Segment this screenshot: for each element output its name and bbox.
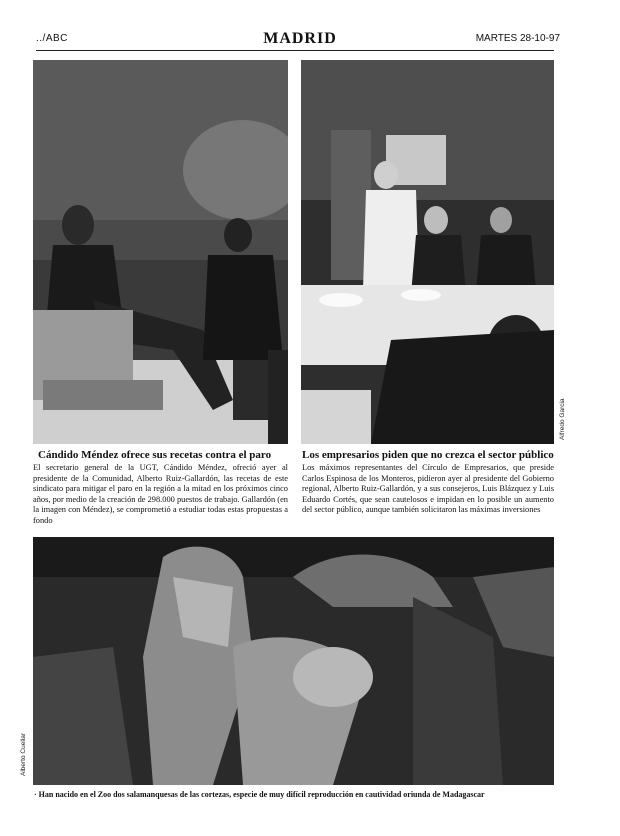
page-number-label: ../ABC — [36, 33, 68, 44]
issue-date: MARTES 28-10-97 — [475, 33, 560, 44]
photo-credit-top: Alfredo Garcia — [559, 398, 566, 440]
page-header — [0, 30, 620, 50]
story-left-headline: Cándido Méndez ofrece sus recetas contra el paro — [38, 449, 272, 461]
story-left-body: El secretario general de la UGT, Cándido Méndez, ofreció ayer al presidente de la Comunidad, Alberto Ruiz-Gallardón, las recetas de este sindicato para mitigar el paro en la región a la mitad en los próximos cinco años, por medio de la creación de 298.000 puestos de trabajo. Gallardón (en la imagen con Méndez), se comprometió a estudiar todas estas propuestas a fondo — [33, 463, 288, 525]
story-right-headline: Los empresarios piden que no crezca el sector público — [302, 449, 554, 461]
bottom-photo-caption: · Han nacido en el Zoo dos salamanquesas de las cortezas, especie de muy difícil reproducción en cautividad oriunda de Madagascar — [34, 790, 485, 799]
section-title: MADRID — [263, 30, 337, 47]
header-rule — [36, 50, 554, 51]
story-right-body: Los máximos representantes del Círculo de Empresarios, que preside Carlos Espinosa de los Monteros, pidieron ayer al presidente del Gobierno regional, Alberto Ruiz-Gallardón, y a sus consejeros, Luis Blázquez y Luis Eduardo Cortés, que sean cautelosos e impidan en lo posible un aumento del sector público, aunque también solicitaron las máximas inversiones — [302, 463, 554, 515]
photo-mendez-gallardon — [33, 60, 288, 444]
photo-empresarios-dinner — [301, 60, 554, 444]
photo-credit-bottom: Alberto Cuellar — [20, 733, 27, 776]
photo-salamanquesas — [33, 537, 554, 785]
